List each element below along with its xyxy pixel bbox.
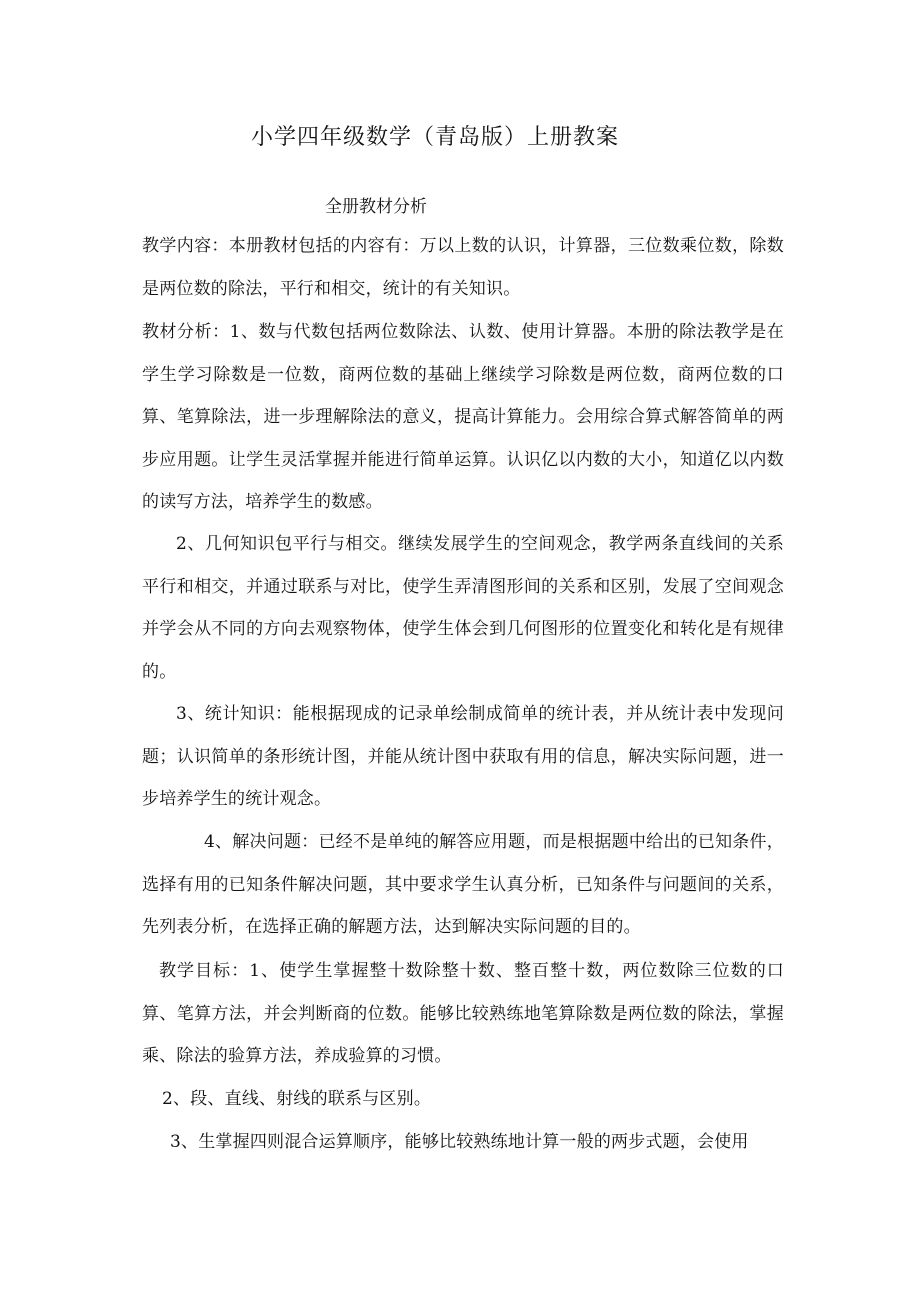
paragraph-goal-3: 3、生掌握四则混合运算顺序，能够比较熟练地计算一般的两步式题，会使用	[170, 1132, 749, 1152]
page-title: 小学四年级数学（青岛版）上册教案	[250, 125, 619, 150]
section-subtitle: 全册教材分析	[325, 197, 427, 217]
paragraph-problem-solving: 4、解决问题：已经不是单纯的解答应用题，而是根据题中给出的已知条件，选择有用的已知条件解决问题，其中要求学生认真分析，已知条件与问题间的关系，先列表分析，在选择正确的解题方法，达到解决实际问题的目的。	[142, 832, 784, 937]
paragraph-teaching-content: 教学内容：本册教材包括的内容有：万以上数的认识，计算器，三位数乘位数，除数是两位数的除法，平行和相交，统计的有关知识。	[142, 236, 784, 299]
paragraph-textbook-analysis: 教材分析：1、数与代数包括两位数除法、认数、使用计算器。本册的除法教学是在学生学习除数是一位数，商两位数的基础上继续学习除数是两位数，商两位数的口算、笔算除法，进一步理解除法的意义，提高计算能力。会用综合算式解答简单的两步应用题。让学生灵活掌握并能进行简单运算。认识亿以内数的大小，知道亿以内数的读写方法，培养学生的数感。	[142, 322, 784, 512]
paragraph-goal-2: 2、段、直线、射线的联系与区别。	[162, 1089, 432, 1109]
paragraph-statistics: 3、统计知识：能根据现成的记录单绘制成简单的统计表，并从统计表中发现问题；认识简单的条形统计图，并能从统计图中获取有用的信息，解决实际问题，进一步培养学生的统计观念。	[142, 704, 784, 809]
paragraph-teaching-goals: 教学目标：1、使学生掌握整十数除整十数、整百整十数，两位数除三位数的口算、笔算方法，并会判断商的位数。能够比较熟练地笔算除数是两位数的除法，掌握乘、除法的验算方法，养成验算的习惯。	[142, 961, 784, 1066]
paragraph-geometry: 2、几何知识包平行与相交。继续发展学生的空间观念，教学两条直线间的关系平行和相交，并通过联系与对比，使学生弄清图形间的关系和区别，发展了空间观念并学会从不同的方向去观察物体，使学生体会到几何图形的位置变化和转化是有规律的。	[142, 534, 784, 682]
